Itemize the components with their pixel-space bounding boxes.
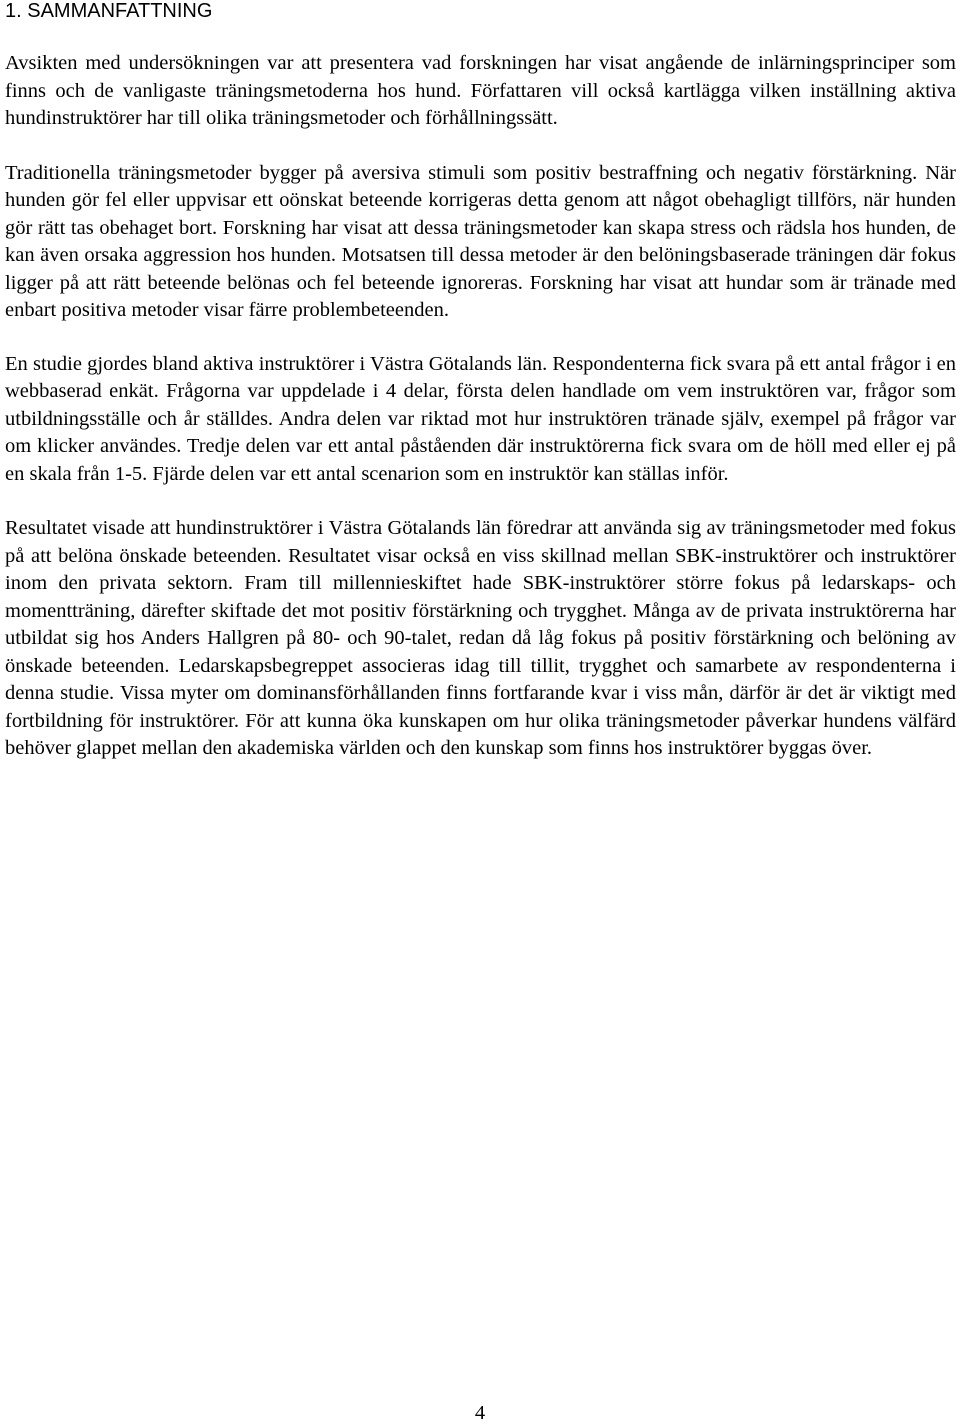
section-heading: 1. SAMMANFATTNING bbox=[5, 0, 213, 22]
paragraph-results: Resultatet visade att hundinstruktörer i Västra Götalands län föredrar att använda sig av träningsmetoder med fokus på att belöna önskade beteenden. Resultatet visar också en viss skillnad mellan SBK-instruktörer och instruktörer inom den privata sektorn. Fram till millennieskiftet hade SBK-instruktörer större fokus på ledarskaps- och momentträning, därefter skiftade det mot positiv förstärkning och trygghet. Många av de privata instruktörerna har utbildat sig hos Anders Hallgren på 80- och 90-talet, redan då låg fokus på positiv förstärkning och belöning av önskade beteenden. Ledarskapsbegreppet associeras idag till tillit, trygghet och samarbete av respondenterna i denna studie. Vissa myter om dominansförhållanden finns fortfarande kvar i viss mån, därför är det är viktigt med fortbildning för instruktörer. För att kunna öka kunskapen om hur olika träningsmetoder påverkar hundens välfärd behöver glappet mellan den akademiska världen och den kunskap som finns hos instruktörer byggas över. bbox=[5, 517, 956, 759]
paragraph-study-method: En studie gjordes bland aktiva instruktörer i Västra Götalands län. Respondenterna fick svara på ett antal frågor i en webbaserad enkät. Frågorna var uppdelade i 4 delar, första delen handlade om vem instruktören var, frågor som utbildningsställe och år ställdes. Andra delen var riktad mot hur instruktören tränade själv, exempel på frågor var om klicker användes. Tredje delen var ett antal påståenden där instruktörerna fick svara om de höll med eller ej på en skala från 1-5. Fjärde delen var ett antal scenarion som en instruktör kan ställas inför. bbox=[5, 352, 956, 485]
paragraph-purpose: Avsikten med undersökningen var att presentera vad forskningen har visat angående de inlärningsprinciper som finns och de vanligaste träningsmetoderna hos hund. Författaren vill också kartlägga vilken inställning aktiva hundinstruktörer har till olika träningsmetoder och förhållningssätt. bbox=[5, 52, 956, 129]
page-number: 4 bbox=[474, 1402, 486, 1424]
paragraph-training-methods: Traditionella träningsmetoder bygger på aversiva stimuli som positiv bestraffning och negativ förstärkning. När hunden gör fel eller uppvisar ett oönskat beteende korrigeras detta genom att något obehagligt tillförs, när hunden gör rätt tas obehaget bort. Forskning har visat att dessa träningsmetoder kan skapa stress och rädsla hos hunden, de kan även orsaka aggression hos hunden. Motsatsen till dessa metoder är den belöningsbaserade träningen där fokus ligger på att rätt beteende belönas och fel beteende ignoreras. Forskning har visat att hundar som är tränade med enbart positiva metoder visar färre problembeteenden. bbox=[5, 161, 956, 321]
document-page bbox=[5, 0, 956, 763]
